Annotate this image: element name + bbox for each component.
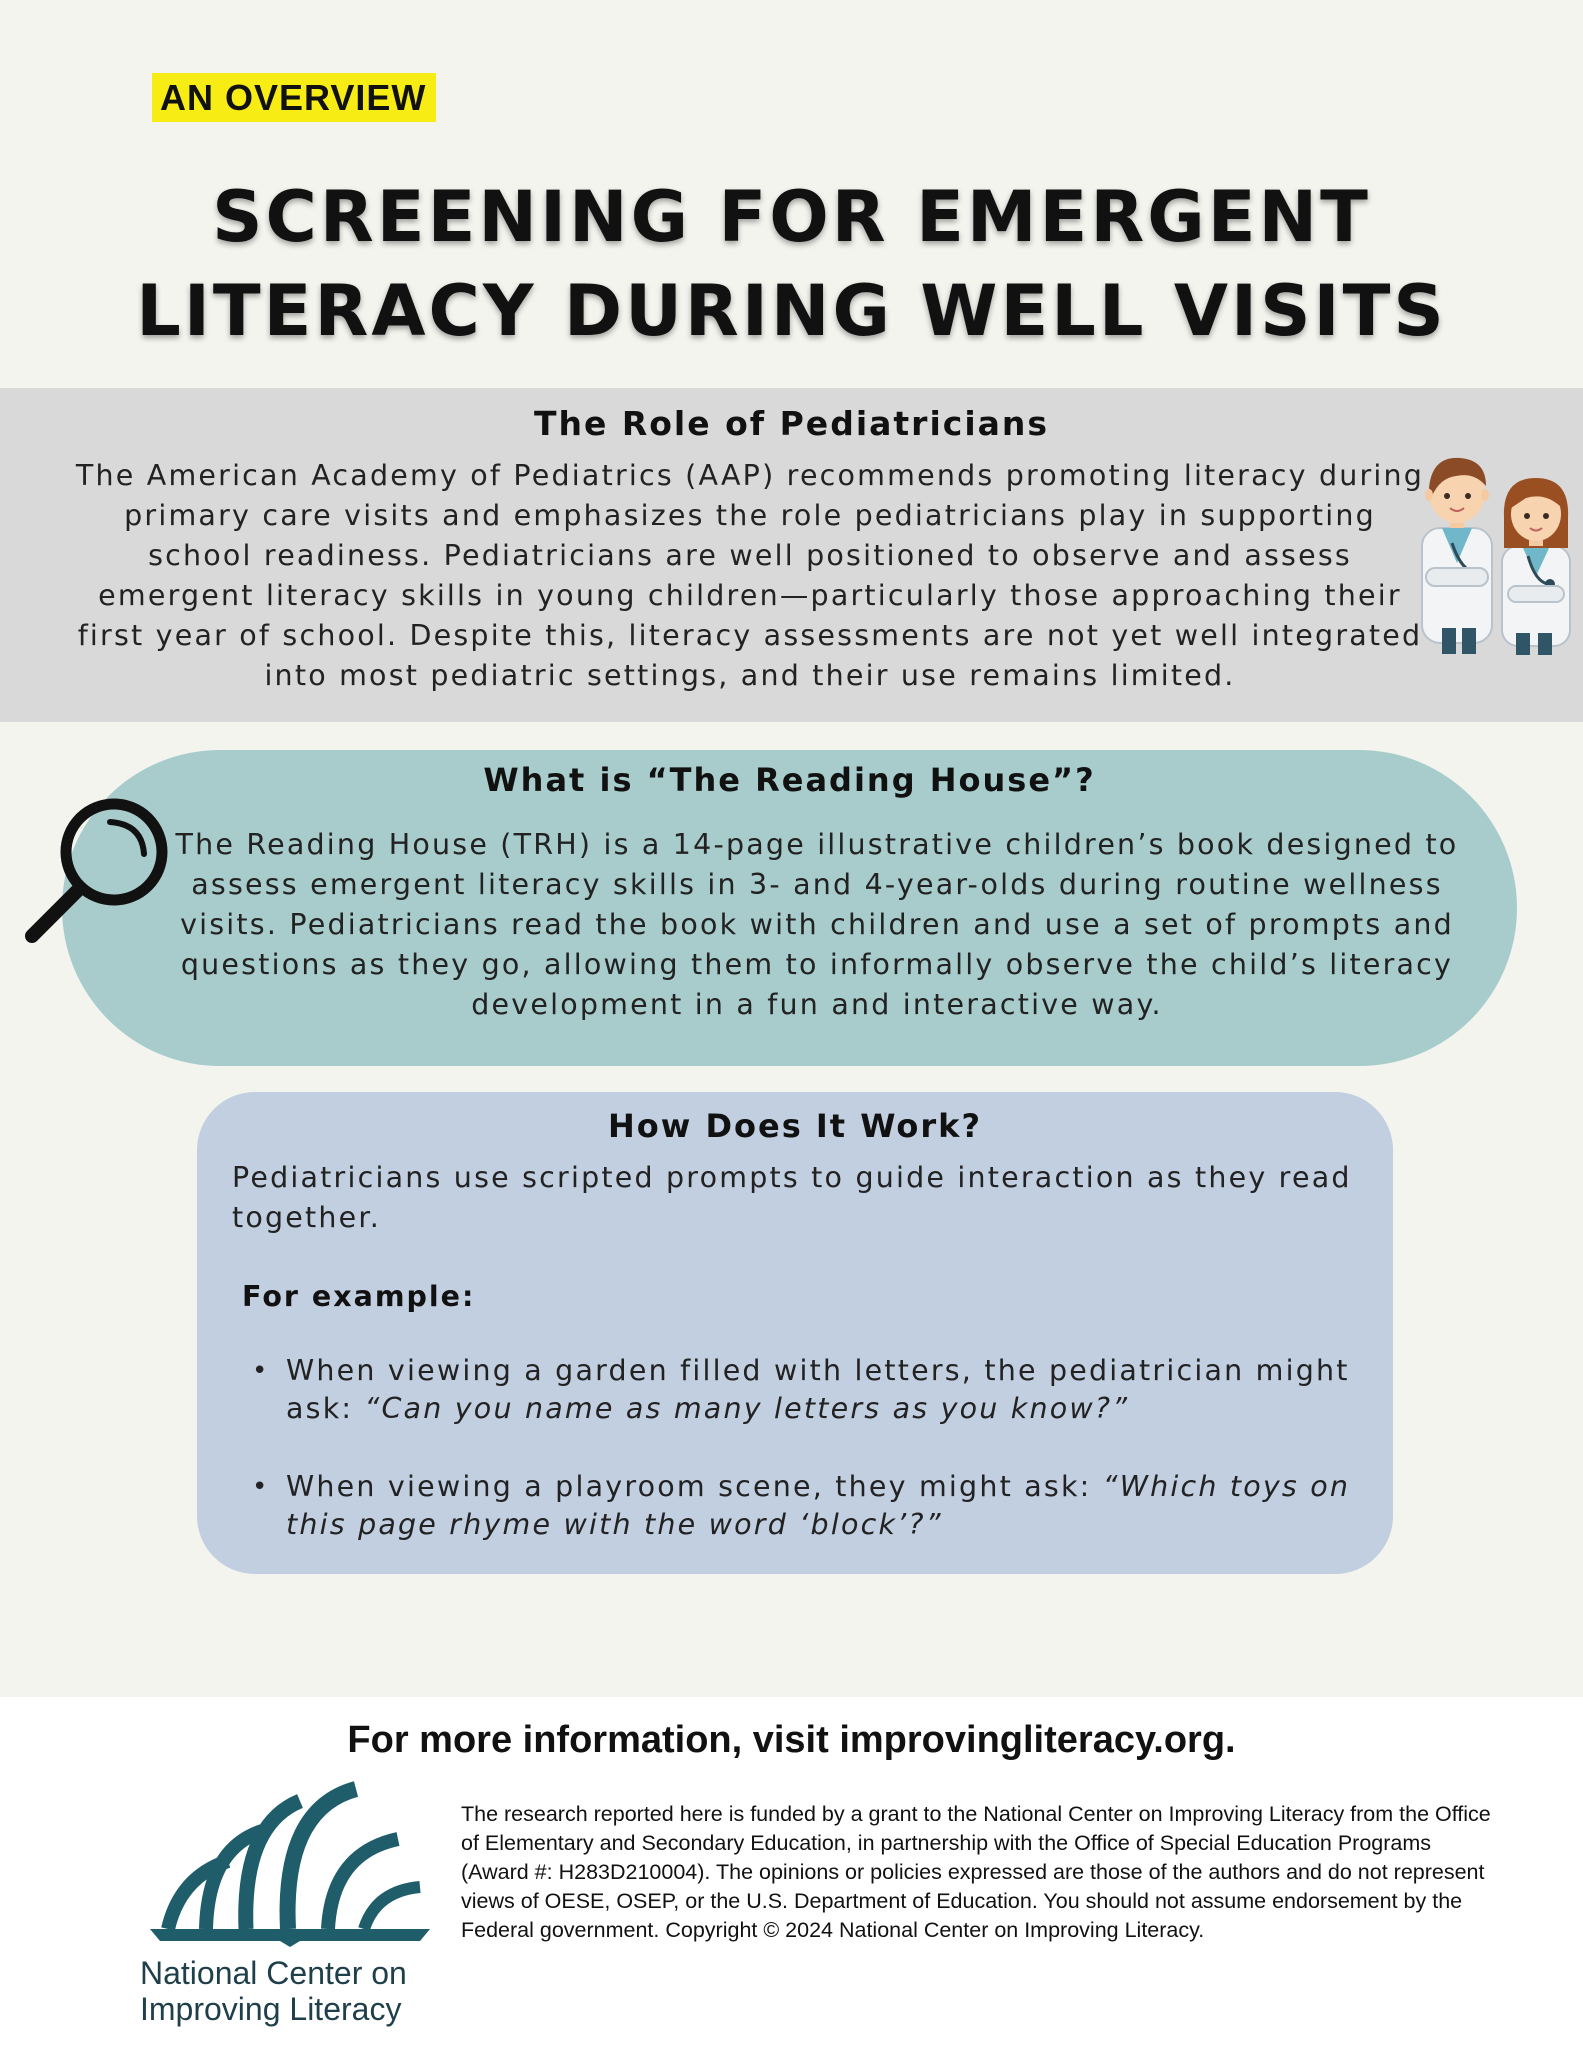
- list-item: [252, 1352, 1352, 1428]
- how-intro-text: Pediatricians use scripted prompts to guide interaction as they read together.: [232, 1161, 1352, 1234]
- logo-line-1: National Center on: [140, 1955, 407, 1991]
- reading-house-body-text: The Reading House (TRH) is a 14-page illustrative children’s book designed to assess emergent literacy skills in 3- and 4-year-olds during routine wellness visits. Pediatricians read the book with children and use a set of prompts and questions as they go, allowing them to informally observe the child’s literacy development in a fun and interactive way.: [175, 828, 1459, 1021]
- ncil-logo: [140, 1779, 440, 2039]
- logo-line-2: Improving Literacy: [140, 1991, 402, 2027]
- funding-disclaimer: The research reported here is funded by a grant to the National Center on Improving Literacy from the Office of Elementary and Secondary Education, in partnership with the Office of Special Education Programs (Award #: H283D210004). The opinions or policies expressed are those of the authors and do not represent views of OESE, OSEP, or the U.S. Department of Education. You should not assume endorsement by the Federal government. Copyright © 2024 National Center on Improving Literacy.: [461, 1802, 1491, 1942]
- ncil-logo-wordmark: [140, 1955, 440, 2027]
- role-heading: The Role of Pediatricians: [533, 404, 1050, 443]
- doctors-illustration-icon: [1412, 448, 1582, 658]
- reading-house-heading: What is “The Reading House”?: [483, 761, 1096, 799]
- example-lead-text: When viewing a playroom scene, they might ask:: [286, 1470, 1103, 1503]
- for-example-label: For example:: [242, 1280, 476, 1313]
- list-item: [252, 1468, 1352, 1544]
- page-footer: [0, 1697, 1583, 2048]
- reading-house-section: [62, 750, 1517, 1066]
- how-heading: How Does It Work?: [607, 1107, 982, 1145]
- how-does-it-work-section: [197, 1092, 1393, 1574]
- more-info-text: For more information, visit improvingliteracy.org.: [347, 1719, 1236, 1761]
- example-quote-text: “Which toys on this page rhyme with the word ‘block’?”: [286, 1470, 1351, 1541]
- eyebrow-label: AN OVERVIEW: [152, 73, 436, 122]
- example-list: [252, 1352, 1352, 1544]
- page-title: [0, 170, 1583, 358]
- page-title-line-2: LITERACY DURING WELL VISITS: [136, 270, 1447, 352]
- role-body-text: The American Academy of Pediatrics (AAP) recommends promoting literacy during primary care visits and emphasizes the role pediatricians play in supporting school readiness. Pediatricians are well positioned to observe and assess emergent literacy skills in young children—particularly those approaching their first year of school. Despite this, literacy assessments are not yet well integrated into most pediatric settings, and their use remains limited.: [75, 459, 1425, 692]
- example-lead-text: When viewing a garden filled with letters, the pediatrician might ask:: [286, 1354, 1350, 1425]
- example-quote-text: “Can you name as many letters as you know?”: [364, 1392, 1130, 1425]
- ncil-logo-icon: [150, 1779, 430, 1949]
- magnifying-glass-icon: [22, 790, 182, 950]
- page-title-line-1: SCREENING FOR EMERGENT: [212, 176, 1371, 258]
- role-of-pediatricians-section: [0, 388, 1583, 722]
